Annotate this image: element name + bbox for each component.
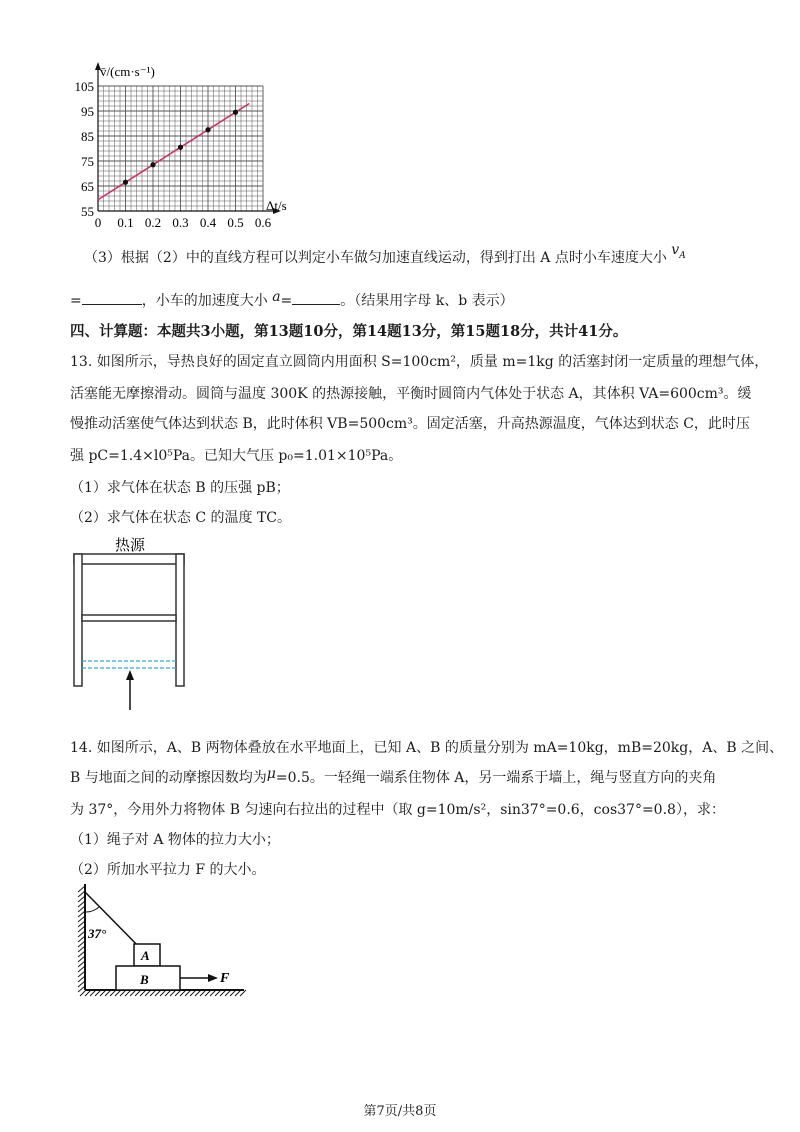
cylinder-left-wall xyxy=(74,554,82,686)
q14-sub1: （1）绳子对 A 物体的拉力大小； xyxy=(70,832,280,848)
data-point xyxy=(123,180,128,185)
cylinder-right-wall xyxy=(176,554,184,686)
q14-line2: B 与地面之间的动摩擦因数均为μ=0.5。一轻绳一端系住物体 A，另一端系于墙上，绳与竖直方向的夹角 xyxy=(70,766,717,786)
x-tick-label: 0.5 xyxy=(227,215,244,230)
q13-line3: 慢推动活塞使气体达到状态 B，此时体积 VB=500cm³。固定活塞，升高热源温度，气体达到状态 C，此时压 xyxy=(70,416,750,432)
velocity-time-graph xyxy=(60,60,300,235)
y-tick-label: 55 xyxy=(81,204,94,219)
heat-source-label: 热源 xyxy=(115,538,146,554)
data-point xyxy=(233,110,238,115)
y-tick-label: 65 xyxy=(81,179,94,194)
push-arrow-head xyxy=(126,670,134,680)
q13-line2: 活塞能无摩擦滑动。圆筒与温度 300K 的热源接触，平衡时圆筒内气体处于状态 A，其体积 VA=600cm³。缓 xyxy=(70,386,752,402)
data-point xyxy=(150,162,155,167)
x-tick-label: 0.6 xyxy=(254,215,272,230)
x-tick-label: 0 xyxy=(94,215,102,230)
hatch-line xyxy=(78,941,85,947)
block-b-label: B xyxy=(140,972,149,987)
q14-sub2: （2）所加水平拉力 F 的大小。 xyxy=(70,862,266,878)
q13-line1: 13. 如图所示，导热良好的固定直立圆筒内用面积 S=100cm²，质量 m=1kg 的活塞封闭一定质量的理想气体， xyxy=(70,354,769,370)
divider-bar xyxy=(82,615,176,621)
answer-blank-va[interactable] xyxy=(82,290,142,305)
page-footer: 第7页/共8页 xyxy=(363,1104,437,1119)
force-arrow-head xyxy=(208,974,218,982)
graph-ticks xyxy=(75,79,272,230)
y-tick-label: 85 xyxy=(81,129,94,144)
hatch-line xyxy=(78,976,85,982)
heat-source-plate xyxy=(74,554,184,564)
mu-symbol: μ xyxy=(266,766,276,782)
hatch-line xyxy=(78,946,85,952)
angle-arc xyxy=(85,907,99,912)
x-tick-label: 0.2 xyxy=(144,215,162,230)
q13-sub2: （2）求气体在状态 C 的温度 TC。 xyxy=(70,510,292,526)
hatch-line xyxy=(78,971,85,977)
va-symbol: $v_A$ xyxy=(671,242,686,261)
graph-marks xyxy=(98,104,249,200)
angle-label: 37° xyxy=(88,926,107,941)
hatch-line xyxy=(78,986,85,992)
q14-line3: 为 37°，今用外力将物体 B 匀速向右拉出的过程中（取 g=10m/s²，sin37°=0.6，cos37°=0.8），求： xyxy=(70,802,725,818)
hatch-line xyxy=(78,961,85,967)
graph-y-label: v̄/(cm·s⁻¹) xyxy=(100,64,155,79)
y-tick-label: 105 xyxy=(74,79,94,94)
section-4-heading: 四、计算题：本题共3小题，第13题10分，第14题13分，第15题18分，共计41分。 xyxy=(70,323,628,340)
answer-blank-a[interactable] xyxy=(292,290,340,305)
hatch-line xyxy=(78,906,85,912)
wall-hatch xyxy=(78,886,85,992)
hatch-line xyxy=(78,891,85,897)
hatch-line xyxy=(78,916,85,922)
hatch-line xyxy=(78,981,85,987)
blocks-figure xyxy=(74,880,249,1000)
hatch-line xyxy=(78,911,85,917)
cylinder-figure xyxy=(70,530,200,715)
data-point xyxy=(178,145,183,150)
a-symbol: a xyxy=(272,289,281,305)
hatch-line xyxy=(78,886,85,892)
force-label: F xyxy=(220,971,230,986)
hatch-line xyxy=(78,951,85,957)
q3-line2: = ，小车的加速度大小 a= 。（结果用字母 k、b 表示） xyxy=(70,289,514,309)
hatch-line xyxy=(78,901,85,907)
x-tick-label: 0.4 xyxy=(199,215,217,230)
q13-line4: 强 pC=1.4×l0⁵Pa。已知大气压 p₀=1.01×10⁵Pa。 xyxy=(70,448,403,464)
x-tick-label: 0.3 xyxy=(172,215,189,230)
hatch-line xyxy=(78,921,85,927)
y-tick-label: 95 xyxy=(81,104,94,119)
q13-sub1: （1）求气体在状态 B 的压强 pB； xyxy=(70,480,290,496)
hatch-line xyxy=(78,931,85,937)
hatch-line xyxy=(78,966,85,972)
hatch-line xyxy=(78,896,85,902)
data-point xyxy=(205,127,210,132)
q3-line1: （3）根据（2）中的直线方程可以判定小车做匀加速直线运动，得到打出 A 点时小车速度大小 $v_A$ xyxy=(84,242,686,266)
hatch-line xyxy=(78,956,85,962)
x-tick-label: 0.1 xyxy=(117,215,134,230)
fit-line xyxy=(98,104,249,200)
y-tick-label: 75 xyxy=(81,154,94,169)
q14-line1: 14. 如图所示，A、B 两物体叠放在水平地面上，已知 A、B 的质量分别为 mA=10kg，mB=20kg，A、B 之间、 xyxy=(70,740,784,756)
hatch-line xyxy=(78,936,85,942)
block-a-label: A xyxy=(141,948,150,963)
graph-x-label: Δt/s xyxy=(266,198,287,213)
hatch-line xyxy=(78,926,85,932)
